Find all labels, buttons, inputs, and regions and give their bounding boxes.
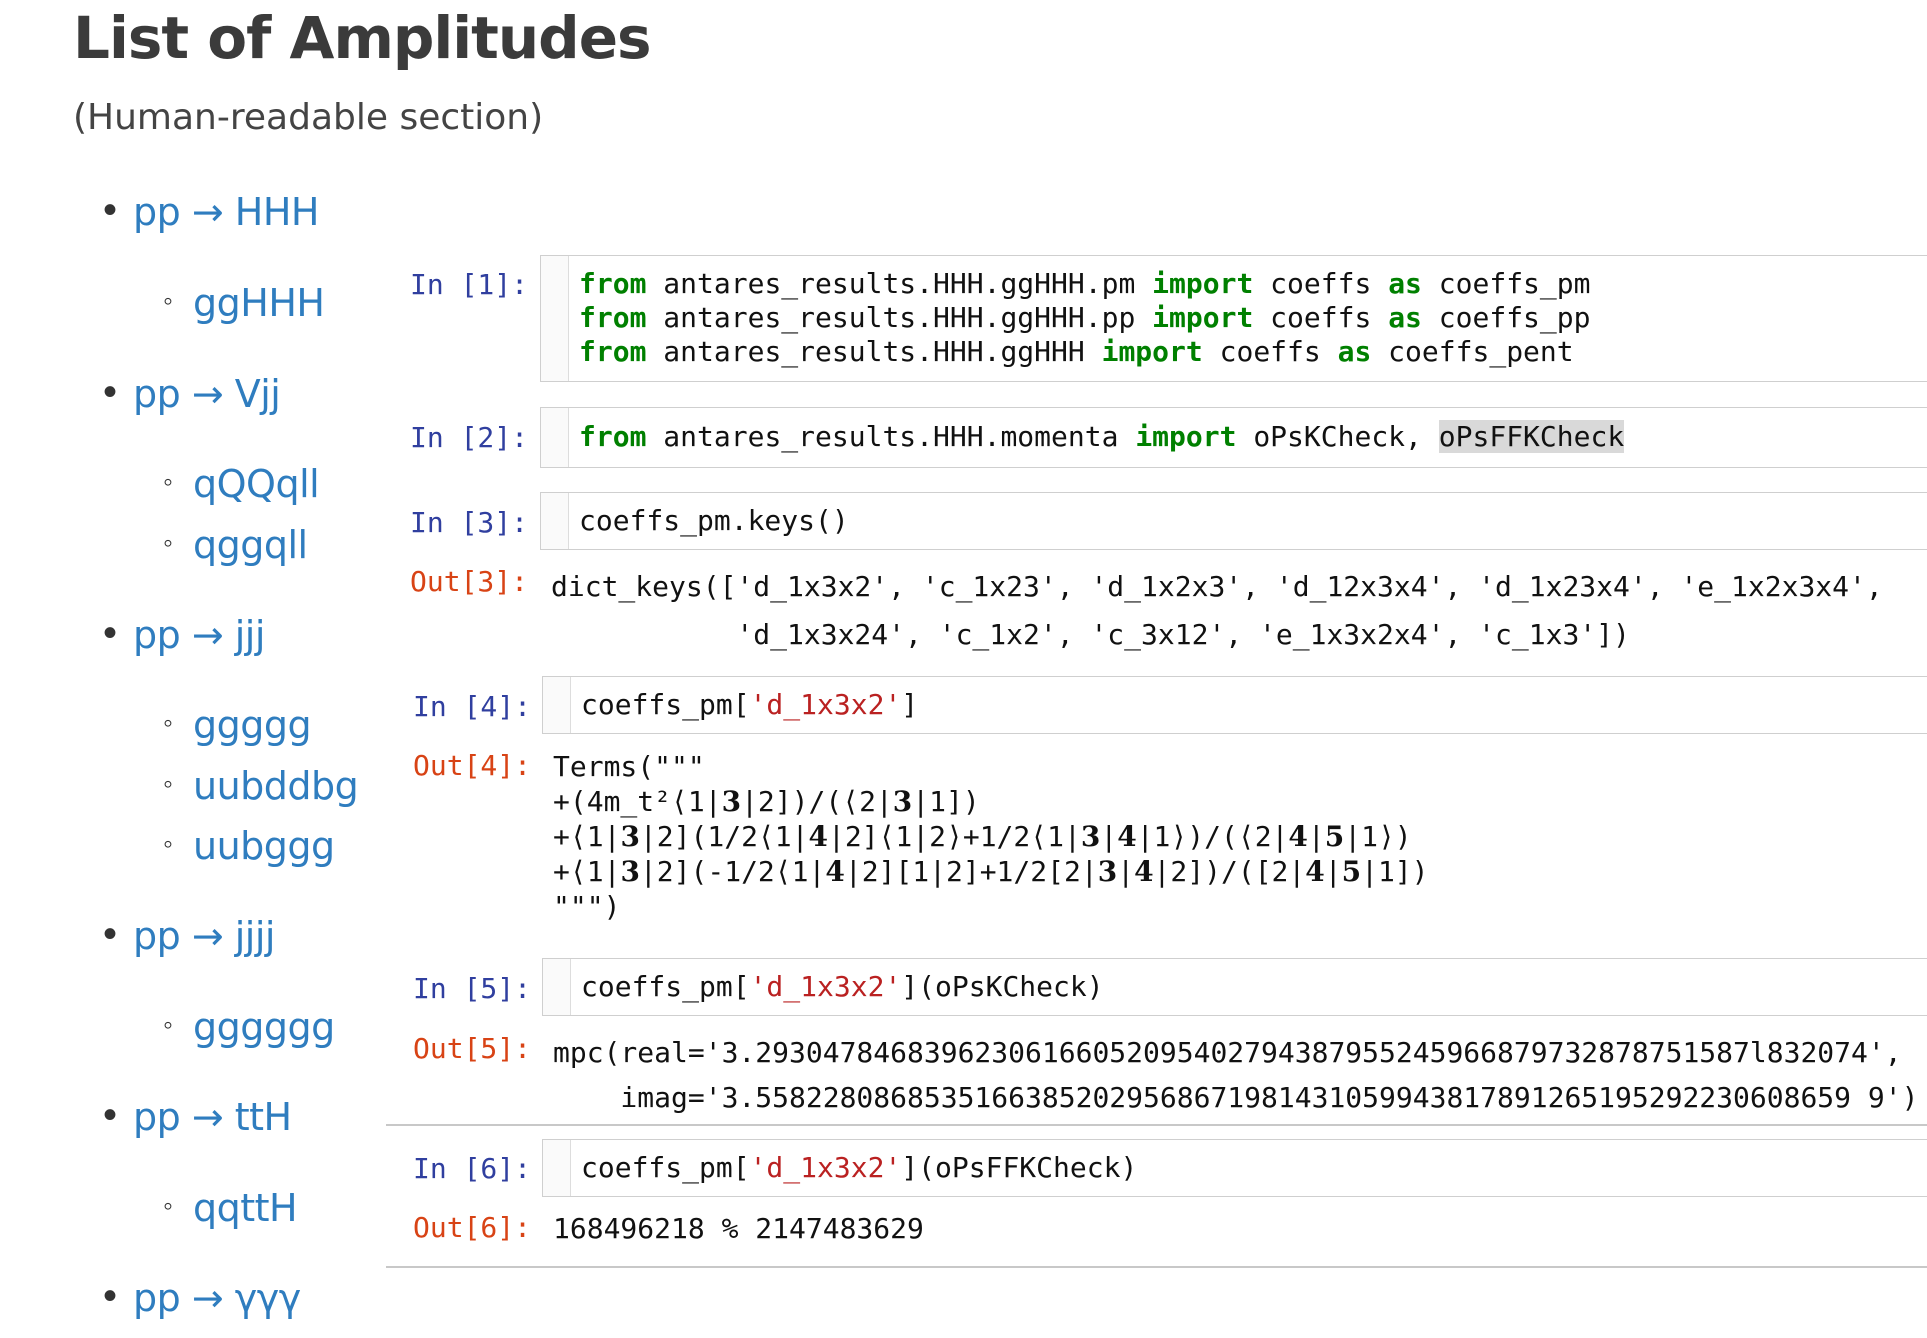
- nav-link-gghhh[interactable]: ggHHH: [193, 281, 325, 325]
- code-token: oPsFFKCheck: [1438, 420, 1625, 453]
- code-token: from: [579, 267, 647, 300]
- code-token: coeffs_pm: [1421, 267, 1591, 300]
- output-prompt: Out[6]:: [413, 1211, 532, 1244]
- code-token: coeffs_pp: [1421, 301, 1591, 334]
- output-token: 4: [825, 855, 845, 888]
- output-text: dict_keys(['d_1x3x2', 'c_1x23', 'd_1x2x3', 'd_12x3x4', 'd_1x23x4', 'e_1x2x3x4', 'd_1x3x24', 'c_1x2', 'c_3x12', 'e_1x3x2x4', 'c_1x3']): [551, 570, 1883, 651]
- cell-gutter: [541, 408, 569, 467]
- cell-gutter: [543, 677, 571, 733]
- nav-link-pp-vjj[interactable]: pp → Vjj: [133, 372, 281, 416]
- bullet-icon: •: [103, 188, 118, 232]
- code-token: 'd_1x3x2': [749, 1151, 902, 1184]
- output-token: 5: [1324, 820, 1345, 853]
- nav-link-pp-hhh[interactable]: pp → HHH: [133, 190, 319, 234]
- page-subtitle: (Human-readable section): [73, 97, 544, 138]
- code-text: [581, 688, 918, 722]
- output-token: 4: [1134, 855, 1154, 888]
- bullet-icon: •: [103, 1274, 118, 1318]
- nav-link-qqtth[interactable]: qqttH: [193, 1186, 298, 1230]
- page-title: List of Amplitudes: [73, 4, 651, 72]
- cell-divider: [386, 1124, 1927, 1126]
- nav-link-qqqqll[interactable]: qQQqll: [193, 462, 320, 506]
- output-token: 3: [721, 785, 742, 818]
- output-token: """): [553, 890, 621, 923]
- code-token: antares_results.HHH.ggHHH.pp: [646, 301, 1153, 334]
- output-token: |2])/([2|: [1153, 855, 1306, 888]
- code-token: from: [579, 335, 647, 368]
- output-prompt: Out[4]:: [413, 749, 532, 782]
- output-token: |: [1307, 820, 1325, 853]
- bullet-icon: •: [103, 370, 118, 414]
- code-token: coeffs_pm[: [581, 1151, 750, 1184]
- code-token: from: [579, 420, 647, 453]
- code-token: import: [1135, 420, 1237, 453]
- nav-link-pp-tth[interactable]: pp → ttH: [133, 1095, 292, 1139]
- code-input-cell-4[interactable]: [542, 676, 1927, 734]
- output-token: |2])/(⟨2|: [741, 785, 893, 818]
- nav-link-pp-jjjj[interactable]: pp → jjjj: [133, 914, 275, 958]
- output-token: 4: [1288, 820, 1308, 853]
- output-token: Terms(""": [553, 750, 705, 783]
- circle-bullet-icon: ◦: [163, 466, 173, 497]
- code-token: coeffs_pm[: [581, 970, 750, 1003]
- circle-bullet-icon: ◦: [163, 828, 173, 859]
- code-token: import: [1101, 335, 1203, 368]
- output-token: +(4m_t²⟨1|: [553, 785, 722, 818]
- input-prompt: In [4]:: [413, 690, 532, 723]
- output-token: |2](-1/2⟨1|: [639, 855, 826, 888]
- code-token: antares_results.HHH.momenta: [646, 420, 1136, 453]
- bullet-icon: •: [103, 611, 118, 655]
- output-token: +⟨1|: [553, 855, 621, 888]
- output-token: |: [1117, 855, 1135, 888]
- output-value: 168496218 % 2147483629: [553, 1212, 924, 1245]
- output-token: |: [1100, 820, 1118, 853]
- nav-link-uubddbg[interactable]: uubddbg: [193, 764, 359, 808]
- output-token: |1⟩): [1344, 820, 1412, 853]
- output-token: |2](1/2⟨1|: [639, 820, 809, 853]
- cell-gutter: [543, 1140, 571, 1196]
- circle-bullet-icon: ◦: [163, 527, 173, 558]
- output-token: 3: [620, 820, 640, 853]
- circle-bullet-icon: ◦: [163, 1190, 173, 1221]
- output-token: 3: [620, 855, 640, 888]
- nav-link-gggggg[interactable]: gggggg: [193, 1005, 335, 1049]
- output-token: 4: [1305, 855, 1325, 888]
- cell-gutter: [541, 256, 569, 381]
- code-text: [579, 267, 1590, 369]
- code-token: ](oPsKCheck): [901, 970, 1104, 1003]
- output-prompt: Out[3]:: [410, 565, 529, 598]
- output-token: 5: [1341, 855, 1362, 888]
- code-token: coeffs: [1253, 301, 1389, 334]
- cell-gutter: [541, 493, 569, 549]
- nav-link-uubggg[interactable]: uubggg: [193, 824, 335, 868]
- code-input-cell-5[interactable]: [542, 958, 1927, 1016]
- code-text: [581, 1151, 1137, 1185]
- code-text: [579, 420, 1624, 454]
- bullet-icon: •: [103, 1093, 118, 1137]
- code-token: as: [1388, 267, 1422, 300]
- input-prompt: In [1]:: [410, 268, 529, 301]
- bullet-icon: •: [103, 912, 118, 956]
- nav-link-pp-jjj[interactable]: pp → jjj: [133, 613, 265, 657]
- circle-bullet-icon: ◦: [163, 707, 173, 738]
- code-token: ](oPsFFKCheck): [901, 1151, 1138, 1184]
- code-token: import: [1152, 267, 1254, 300]
- code-token: coeffs: [1202, 335, 1338, 368]
- code-token: 'd_1x3x2': [749, 970, 902, 1003]
- output-token: |2]⟨1|2⟩+1/2⟨1|: [827, 820, 1081, 853]
- cell-divider: [386, 1266, 1927, 1268]
- code-token: coeffs_pent: [1371, 335, 1574, 368]
- code-text: [581, 970, 1104, 1004]
- output-mpc: mpc(real='3.29304784683962306166052095402794387955245966879732878751587l832074', imag='3.55822808685351663852029568671981431059943817891265195292230608659 9'): [553, 1036, 1919, 1114]
- nav-link-ggggg[interactable]: ggggg: [193, 703, 312, 747]
- output-prompt: Out[5]:: [413, 1032, 532, 1065]
- output-token: 4: [808, 820, 828, 853]
- input-prompt: In [6]:: [413, 1152, 532, 1185]
- nav-link-qggqll[interactable]: qggqll: [193, 523, 308, 567]
- output-token: 4: [1117, 820, 1137, 853]
- code-token: coeffs_pm.keys(): [579, 504, 849, 537]
- code-token: oPsKCheck,: [1236, 420, 1439, 453]
- input-prompt: In [5]:: [413, 972, 532, 1005]
- nav-link-pp-yyy[interactable]: pp → γγγ: [133, 1276, 301, 1320]
- code-input-cell-6[interactable]: [542, 1139, 1927, 1197]
- code-token: antares_results.HHH.ggHHH.pm: [646, 267, 1153, 300]
- output-token: |2][1|2]+1/2[2|: [844, 855, 1098, 888]
- output-terms: [553, 749, 1429, 924]
- code-token: ]: [901, 688, 919, 721]
- code-token: 'd_1x3x2': [749, 688, 902, 721]
- output-token: |1⟩)/(⟨2|: [1136, 820, 1289, 853]
- output-token: +⟨1|: [553, 820, 621, 853]
- output-token: 3: [892, 785, 913, 818]
- code-token: as: [1337, 335, 1372, 368]
- code-token: from: [579, 301, 647, 334]
- code-token: import: [1152, 301, 1254, 334]
- circle-bullet-icon: ◦: [163, 1009, 173, 1040]
- code-token: antares_results.HHH.ggHHH: [646, 335, 1102, 368]
- output-token: 3: [1097, 855, 1118, 888]
- output-token: 3: [1080, 820, 1101, 853]
- code-token: as: [1388, 301, 1422, 334]
- output-token: |1]): [1361, 855, 1429, 888]
- cell-gutter: [543, 959, 571, 1015]
- code-token: coeffs_pm[: [581, 688, 750, 721]
- output-token: |: [1324, 855, 1342, 888]
- circle-bullet-icon: ◦: [163, 768, 173, 799]
- input-prompt: In [2]:: [410, 421, 529, 454]
- code-input-cell-1[interactable]: [540, 255, 1927, 382]
- input-prompt: In [3]:: [410, 506, 529, 539]
- code-text: [579, 504, 849, 538]
- output-token: |1]): [912, 785, 980, 818]
- code-input-cell-2[interactable]: [540, 407, 1927, 468]
- code-input-cell-3[interactable]: [540, 492, 1927, 550]
- circle-bullet-icon: ◦: [163, 285, 173, 316]
- code-token: coeffs: [1253, 267, 1389, 300]
